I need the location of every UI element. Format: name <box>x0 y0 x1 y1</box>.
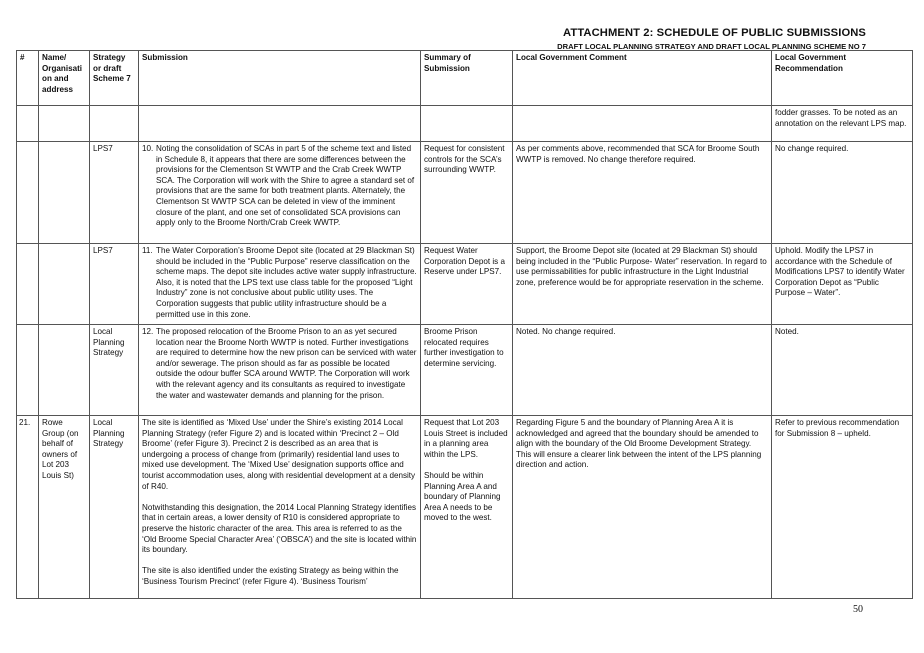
submission-item-number: 12. <box>142 327 154 336</box>
summary-cell: Request for consistent controls for the SCA’s surrounding WWTP. <box>421 142 513 244</box>
submission-paragraph: The site is also identified under the existing Strategy as being within the ‘Business Tourism Precinct’ (refer Figure 4). ‘Business Tourism’ <box>142 566 399 586</box>
strategy-cell: Local Planning Strategy <box>90 325 139 416</box>
submission-cell <box>139 244 421 325</box>
submissions-table <box>16 50 913 599</box>
submission-number-cell: 21. <box>17 416 39 599</box>
comment-cell: Regarding Figure 5 and the boundary of Planning Area A it is acknowledged and agreed that the boundary should be amended to align with the boundary of the Old Broome Development Strategy. This will ensure a clearer link between the intent of the LPS planning direction and action. <box>513 416 772 599</box>
summary-cell <box>421 416 513 599</box>
table-row <box>17 325 913 416</box>
recommendation-cell: fodder grasses. To be noted as an annotation on the relevant LPS map. <box>772 106 913 142</box>
table-header-row <box>17 51 913 106</box>
submission-text: The Water Corporation’s Broome Depot site (located at 29 Blackman St) should be included in the “Public Purpose” reserve classification on the scheme maps. The depot site includes active water supply infrastructure. Also, it is noted that the LPS text use class table for the proposed “Light Industry” zone is not conclusive about public utility uses. The Corporation suggests that public utility infrastructure should be a permitted use in this zone. <box>156 246 417 319</box>
table-row <box>17 142 913 244</box>
submission-text: The proposed relocation of the Broome Prison to an as yet secured location near the Broome North WWTP is noted. Further investigations are required to determine how the new prison can be serviced with water and/or sewerage. The prison should as far as possible be located outside the odour buffer SCA around WWTP. The Corporation will work with the relevant agency and its consultants as required to investigate the water and wastewater demands and planning for the prison. <box>156 327 417 400</box>
col-header-number: # <box>17 51 39 106</box>
name-cell: Rowe Group (on behalf of owners of Lot 203 Louis St) <box>39 416 90 599</box>
col-header-name: Name/ Organisati on and address <box>39 51 90 106</box>
submission-paragraph: Notwithstanding this designation, the 2014 Local Planning Strategy identifies that in certain areas, a lower density of R10 is considered appropriate to preserve the historic character of the area. This area is referred to as the ‘Old Broome Special Character Area’ (‘OBSCA’) and the site is located within its boundary. <box>142 502 417 555</box>
document-subtitle: DRAFT LOCAL PLANNING STRATEGY AND DRAFT LOCAL PLANNING SCHEME NO 7 <box>557 42 866 51</box>
page-number: 50 <box>853 604 863 615</box>
submission-item-number: 10. <box>142 144 154 153</box>
col-header-comment: Local Government Comment <box>513 51 772 106</box>
submission-cell <box>139 325 421 416</box>
recommendation-cell: Refer to previous recommendation for Submission 8 – upheld. <box>772 416 913 599</box>
document-title: ATTACHMENT 2: SCHEDULE OF PUBLIC SUBMISSIONS <box>563 27 866 39</box>
submission-cell <box>139 142 421 244</box>
strategy-cell: LPS7 <box>90 244 139 325</box>
recommendation-cell: Uphold. Modify the LPS7 in accordance with the Schedule of Modifications LPS7 to identify Water Corporation Depot as “Public Purpose – Water”. <box>772 244 913 325</box>
col-header-strategy: Strategy or draft Scheme 7 <box>90 51 139 106</box>
submission-paragraph: The site is identified as ‘Mixed Use’ under the Shire’s existing 2014 Local Planning Strategy (refer Figure 2) and is located within ‘Precinct 2 – Old Broome’ (refer Figure 3). Precinct 2 is described as an area that is undergoing a process of change from (primarily) residential land uses to mixed use development. The ‘Mixed Use’ designation supports office and tourist accommodation uses, along with residential development at a density of R40. <box>142 418 416 491</box>
table-row <box>17 416 913 599</box>
summary-paragraph: Should be within Planning Area A and boundary of Planning Area A needs to be moved to the west. <box>424 470 501 523</box>
col-header-summary: Summary of Submission <box>421 51 513 106</box>
summary-paragraph: Request that Lot 203 Louis Street is included in a planning area within the LPS. <box>424 418 508 459</box>
col-header-submission: Submission <box>139 51 421 106</box>
recommendation-cell: Noted. <box>772 325 913 416</box>
comment-cell: Support, the Broome Depot site (located at 29 Blackman St) should being included in the “Public Purpose- Water” reservation. In regard to use permissabilities for public infrastructure in the Light Industrial zone, preference would be for appropriate reservation in the scheme. <box>513 244 772 325</box>
comment-cell: As per comments above, recommended that SCA for Broome South WWTP is removed. No change therefore required. <box>513 142 772 244</box>
submission-item-number: 11. <box>142 246 153 255</box>
strategy-cell: LPS7 <box>90 142 139 244</box>
col-header-recommendation: Local Government Recommendation <box>772 51 913 106</box>
submission-text: Noting the consolidation of SCAs in part 5 of the scheme text and listed in Schedule 8, it appears that there are some differences between the provisions for the Clementson St WWTP and the Crab Creek WWTP SCA. The Corporation will work with the Shire to agree a standard set of provisions that are the same for both treatment plants. Alternately, the Clementson St WWTP SCA can be deleted in view of the imminent closure of the plant, and one set of consolidated SCA provisions can apply only to the Broome North/Crab Creek WWTP. <box>156 144 415 228</box>
recommendation-cell: No change required. <box>772 142 913 244</box>
comment-cell: Noted. No change required. <box>513 325 772 416</box>
table-row <box>17 106 913 142</box>
submission-cell <box>139 416 421 599</box>
summary-cell: Broome Prison relocated requires further investigation to determine servicing. <box>421 325 513 416</box>
summary-cell: Request Water Corporation Depot is a Reserve under LPS7. <box>421 244 513 325</box>
table-row <box>17 244 913 325</box>
strategy-cell: Local Planning Strategy <box>90 416 139 599</box>
